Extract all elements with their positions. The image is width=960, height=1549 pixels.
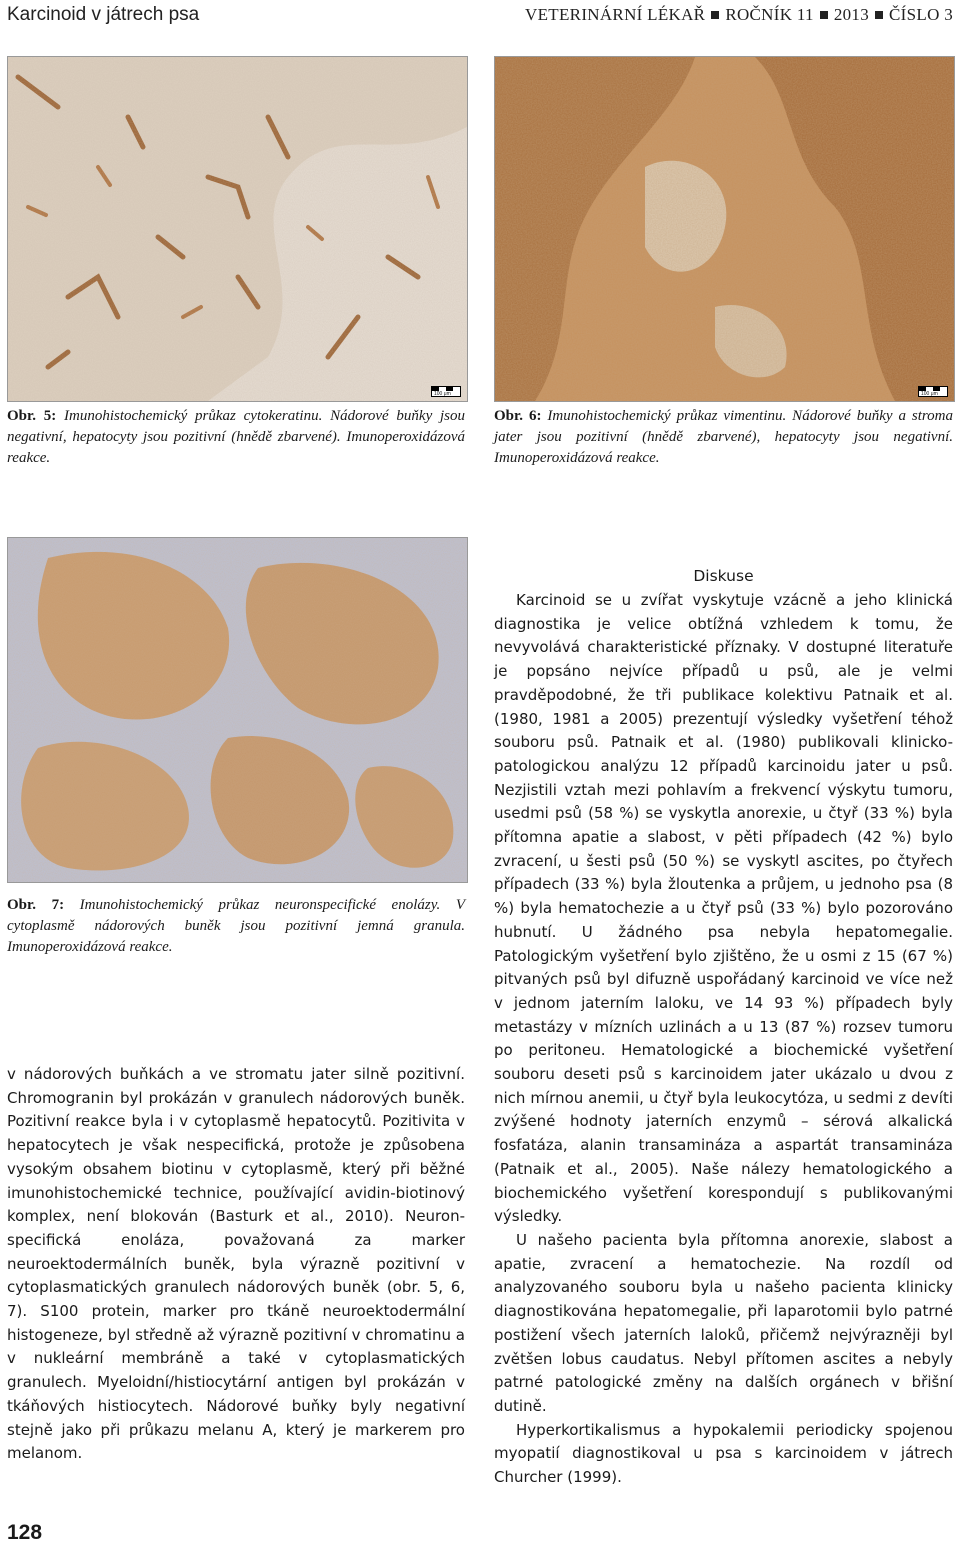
figure-label: Obr. 5:	[7, 408, 57, 424]
figure-7-caption	[7, 895, 465, 958]
separator-square	[875, 11, 883, 19]
caption-text: Imunohistochemický průkaz vimentinu. Nádorové buňky a stroma jater jsou pozitivní (hnědě zbarvené), hepatocyty jsou negativní. Imunoperoxidázová reakce.	[494, 408, 953, 466]
journal-name: VETERINÁRNÍ LÉKAŘ	[525, 5, 706, 24]
figure-7-micrograph	[7, 537, 468, 883]
figure-label: Obr. 7:	[7, 897, 65, 913]
body-paragraph: Karcinoid se u zvířat vyskytuje vzácně a jeho klinická diagnostika je velice obtížná vzhledem k tomu, že nevyvolává charakteristické příznaky. V dostupné literatuře je popsáno nejvíce případů u psů, ale je velmi pravděpodobné, že tři publikace kolektivu Patnaik et al. (1980, 1981 a 2005) prezentují výsledky vyšetření téhož souboru psů. Patnaik et al. (1980) publikovali klinicko-patologickou analýzu 12 případů karcinoidu jater u psů. Nezjistili vztah mezi pohlavím a frekvencí výskytu tumoru, usedmi psů (58 %) se vyskytla anorexie, u čtyř (33 %) byla přítomna apatie a slabost, v pěti případech (42 %) bylo zvracení, u šesti psů (50 %) se vyskytl ascites, po čtyřech případech (33 %) byla žloutenka a průjem, u jednoho psa (8 %) byla hematochezie a u čtyř psů (33 %) bylo pozorováno hubnutí. U žádného psa nebyla hepatomegalie. Patologickým vyšetření bylo zjištěno, že u osmi z 15 (67 %) pitvaných psů byl difuzně uspořádaný karcinoid ve více než v jednom jaterním laloku, ve 14 93 %) případech byly metastázy v mízních uzlinách a u 13 (87 %) rozsev tumoru po peritoneu. Hematologické a biochemické vyšetření souboru deseti psů s karcinoidem jater ukázalo u dvou z nich mírnou anemii, u čtyř byla leukocytóza, u sedmi z devíti zvýšené hodnoty jaterních enzymů – sérová alkalická fosfatáza, alanin transamináza a aspartát transamináza (Patnaik et al., 2005). Naše nálezy hematologického a biochemického vyšetření korespondují s publikovanými výsledky.	[494, 591, 953, 1226]
micrograph-image	[8, 57, 467, 401]
discussion-text	[494, 589, 953, 1490]
page-number: 128	[7, 1521, 43, 1544]
journal-volume: ROČNÍK 11	[725, 5, 814, 24]
scale-bar: 100 μm	[918, 386, 948, 397]
left-column-text	[7, 1063, 465, 1466]
figure-6-micrograph	[494, 56, 955, 402]
journal-year: 2013	[833, 5, 870, 24]
journal-header	[525, 5, 953, 25]
journal-issue: ČÍSLO 3	[889, 5, 953, 24]
figure-5-micrograph	[7, 56, 468, 402]
body-paragraph: U našeho pacienta byla přítomna anorexie, slabost a apatie, zvracení a hematochezie. Na rozdíl od analyzovaného souboru byla u našeho pacienta klinicky diagnostikována hepatomegalie, při laparotomii bylo patrné postižení všech jaterních laloků, přičemž nejvýrazněji byl zvětšen lobus caudatus. Nebyl přítomen ascites a nebyly patrné patologické změny na dalších orgánech v břišní dutině.	[494, 1230, 953, 1415]
figure-6-caption	[494, 406, 953, 469]
caption-text: Imunohistochemický průkaz cytokeratinu. Nádorové buňky jsou negativní, hepatocyty jsou pozitivní (hnědě zbarvené). Imunoperoxidázová reakce.	[7, 408, 465, 466]
section-heading-diskuse: Diskuse	[693, 567, 754, 585]
figure-label: Obr. 6:	[494, 408, 542, 424]
separator-square	[820, 11, 828, 19]
micrograph-image	[8, 538, 467, 882]
caption-text: Imunohistochemický průkaz neuronspecifické enolázy. V cytoplasmě nádorových buněk jsou pozitivní jemná granula. Imunoperoxidázová reakce.	[7, 897, 466, 955]
body-paragraph: Hyperkortikalismus a hypokalemii periodicky spojenou myopatií diagnostikoval u psa s karcinoidem v játrech Churcher (1999).	[494, 1420, 953, 1487]
body-paragraph: v nádorových buňkách a ve stromatu jater silně pozitivní. Chromogranin byl prokázán v granulech nádorových buněk. Pozitivní reakce byla i v cytoplasmě hepatocytů. Pozitivita v hepatocytech je však nespecifická, protože je způsobena vysokým obsahem biotinu v cytoplasmě, který při běžné imunohistochemické technice, používající avidin-biotinový komplex, není blokován (Basturk et al., 2010). Neuron-specifická enoláza, považovaná za marker neuroektodermálních buněk, byla výrazně pozitivní v cytoplasmatických granulech nádorových buněk (obr. 5, 6, 7). S100 protein, marker pro tkáně neuroektodermální histogeneze, byl středně až výrazně pozitivní v chromatinu a v nukleární membráně a také v cytoplasmatických granulech. Myeloidní/histiocytární antigen byl prokázán v tkáňových histiocytech. Nádorové buňky byly negativní stejně jako při průkazu melanu A, který je markerem pro melanom.	[7, 1065, 465, 1463]
separator-square	[711, 11, 719, 19]
figure-5-caption	[7, 406, 465, 469]
running-title: Karcinoid v játrech psa	[7, 4, 200, 25]
scale-bar: 100 μm	[431, 386, 461, 397]
micrograph-image	[495, 57, 954, 401]
